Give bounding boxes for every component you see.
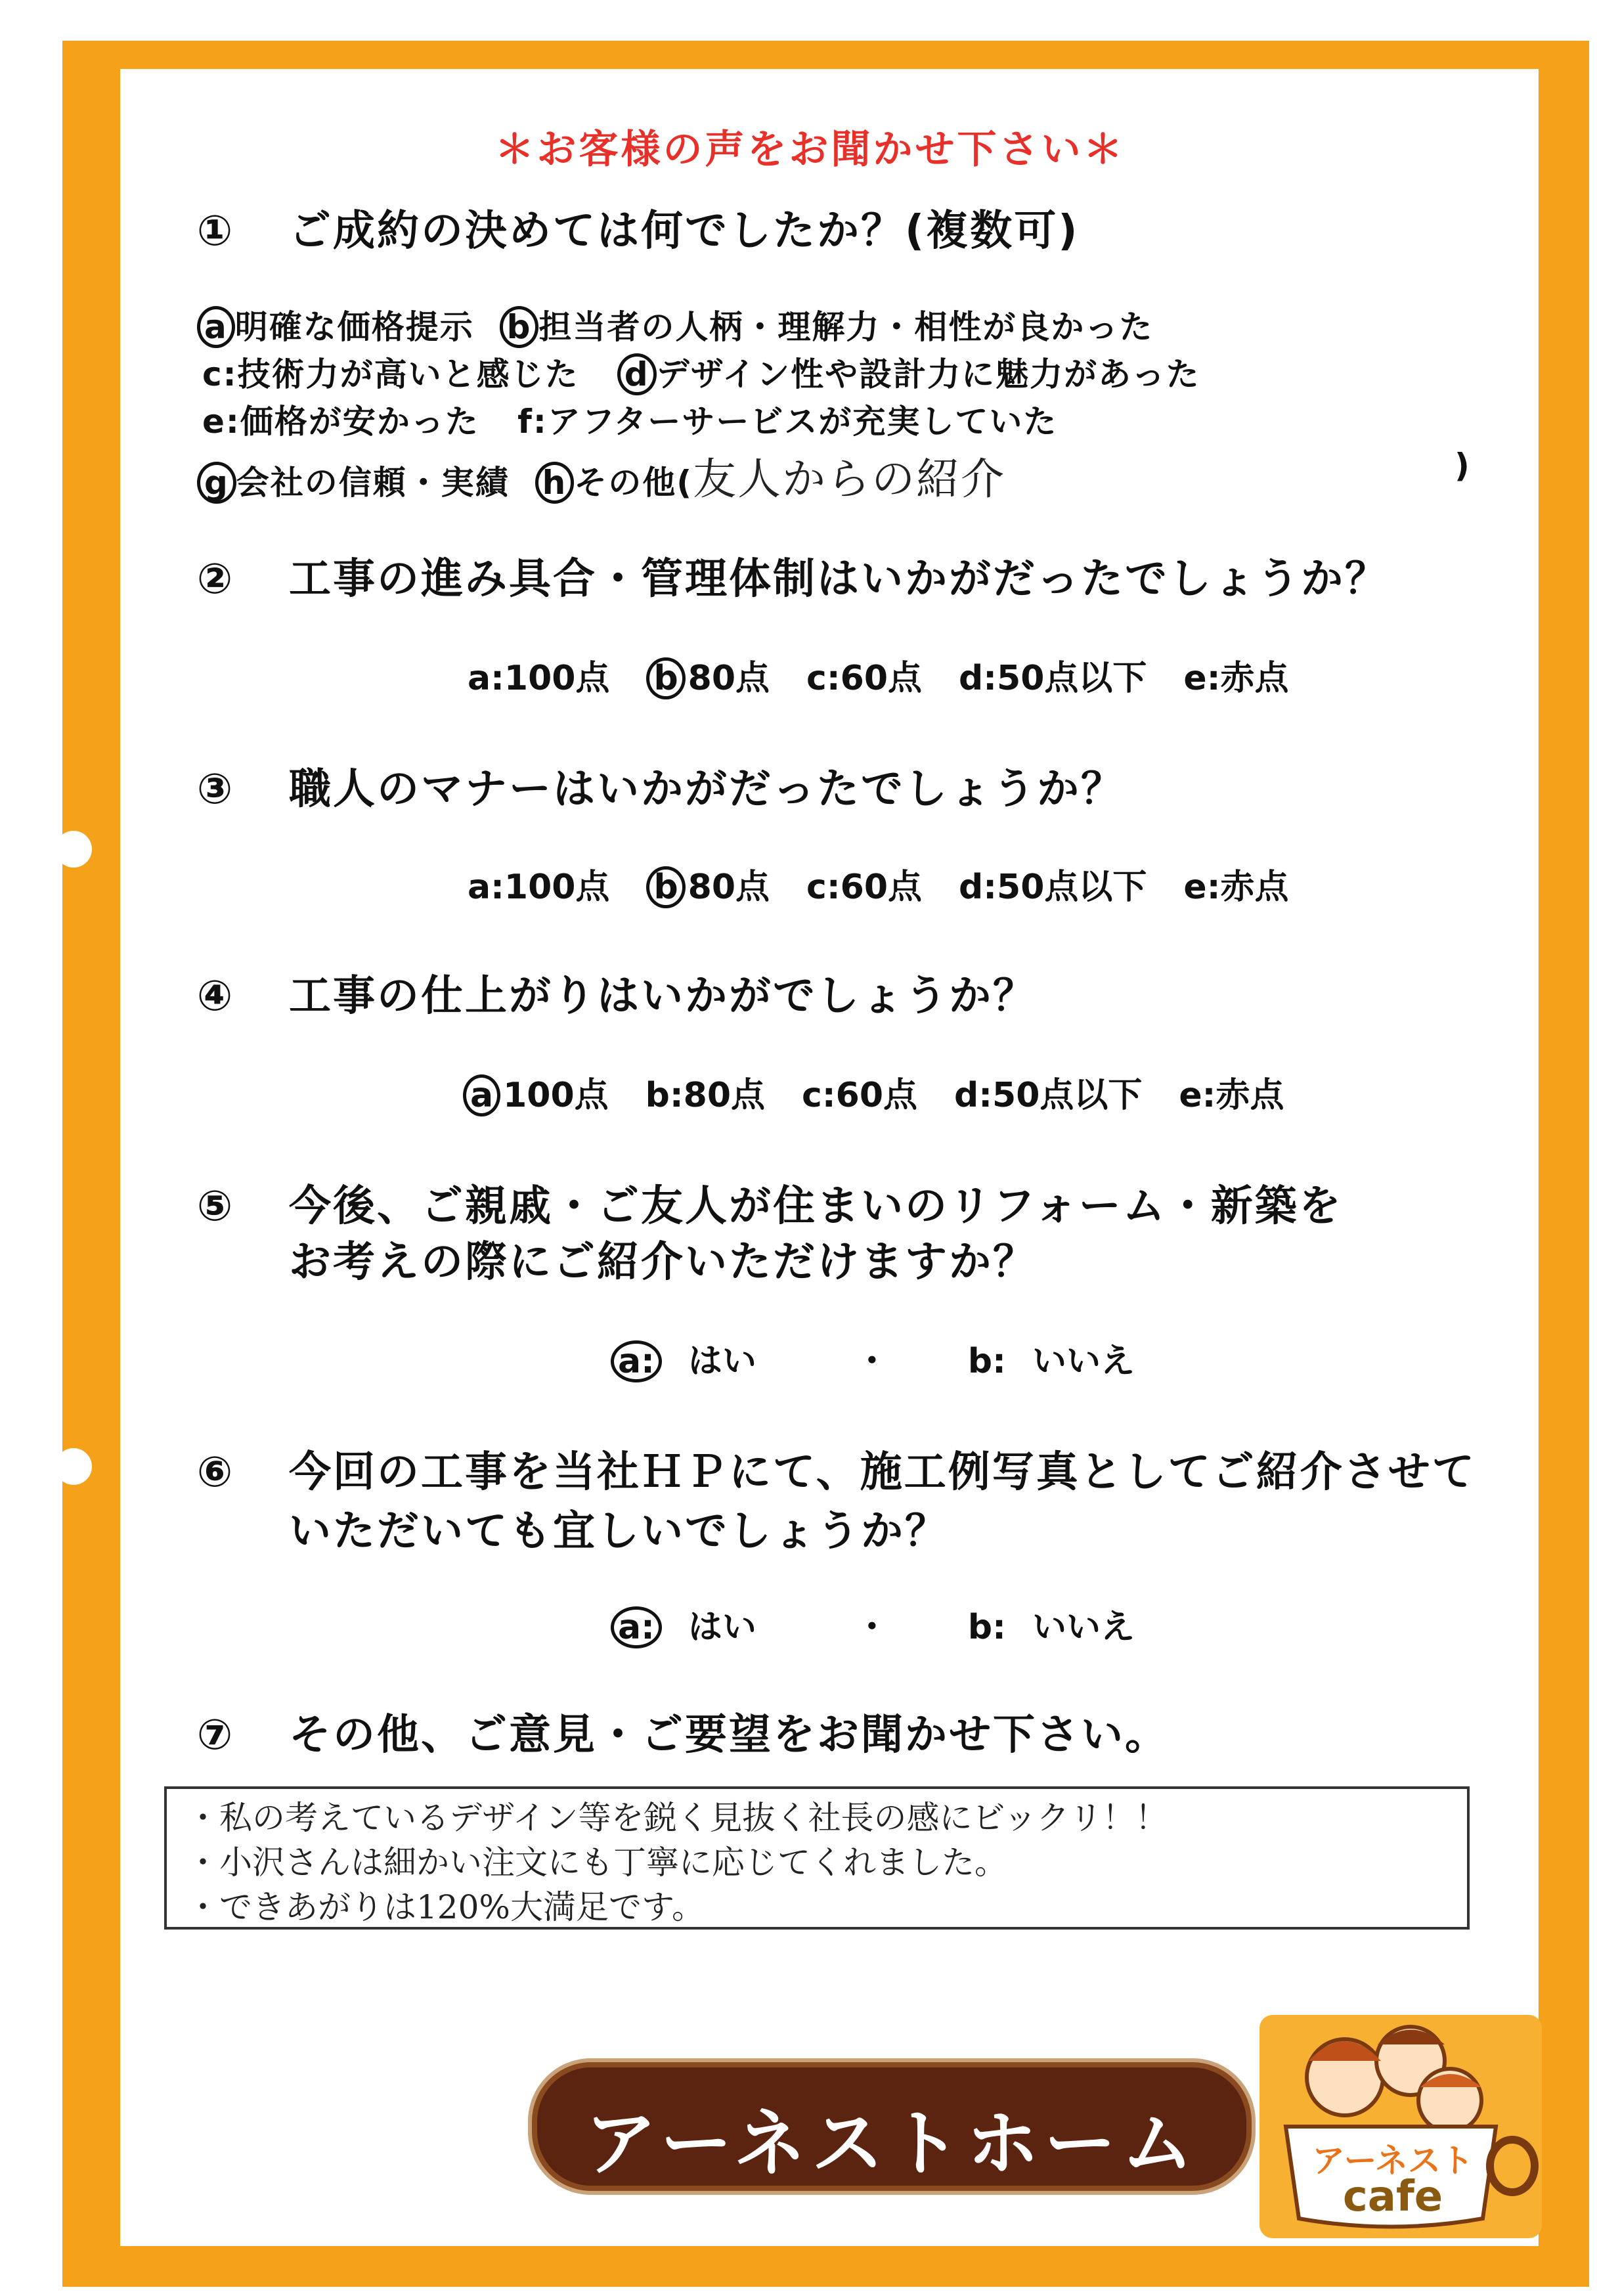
score-option-c[interactable]: c:60点 <box>802 1076 918 1115</box>
score-option-d[interactable]: d:50点以下 <box>959 659 1147 698</box>
comment-line: ・小沢さんは細かい注文にも丁寧に応じてくれました。 <box>186 1843 1007 1882</box>
no-option[interactable]: b: <box>967 1608 1006 1647</box>
question-4 <box>197 962 1037 1023</box>
question-3 <box>197 755 1125 816</box>
no-label: いいえ <box>1032 1608 1135 1647</box>
handwritten-other-answer: 友人からの紹介 <box>693 454 1006 504</box>
selected-circle: b <box>646 866 685 908</box>
question-text: 今回の工事を当社ＨＰにて、施工例写真としてご紹介させて <box>289 1448 1476 1497</box>
cafe-logo-top: アーネスト <box>1312 2142 1474 2180</box>
yes-label: はい <box>688 1608 756 1647</box>
score-option-a[interactable] <box>463 1067 609 1116</box>
score-option-e[interactable]: e:赤点 <box>1179 1076 1284 1115</box>
score-option-b-rest: 80点 <box>688 659 770 698</box>
cafe-logo-bottom: cafe <box>1342 2173 1443 2221</box>
selected-option-g[interactable]: g <box>197 462 236 504</box>
score-option-b[interactable] <box>646 859 770 908</box>
question-6 <box>197 1438 1476 1499</box>
question-number: ③ <box>197 765 235 814</box>
question-text: その他、ご意見・ご要望をお聞かせ下さい。 <box>289 1711 1169 1759</box>
question-7 <box>197 1701 1169 1761</box>
question-number: ⑥ <box>197 1448 235 1497</box>
punch-hole <box>55 831 92 868</box>
q4-score-options <box>463 1067 1321 1116</box>
company-logo <box>532 2062 1252 2191</box>
selected-option-a[interactable]: a <box>197 306 235 348</box>
question-number: ④ <box>197 972 235 1021</box>
selected-circle: b <box>646 657 685 699</box>
selected-option-b[interactable]: b <box>500 306 539 348</box>
q5-yesno-options <box>611 1333 1171 1382</box>
selected-option-d[interactable]: d <box>617 353 657 395</box>
option-d-label: デザイン性や設計力に魅力があった <box>656 355 1200 393</box>
option-f-label[interactable]: f:アフターサービスが充実していた <box>517 403 1058 441</box>
q1-row-2 <box>202 348 1200 395</box>
separator: ・ <box>854 1342 889 1381</box>
q1-row-1 <box>197 301 1153 348</box>
score-option-c[interactable]: c:60点 <box>806 659 923 698</box>
selected-option-h[interactable]: h <box>535 462 575 504</box>
question-number: ① <box>197 207 235 255</box>
selected-circle: a <box>463 1074 500 1116</box>
question-5-line-2: お考えの際にご紹介いただけますか？ <box>289 1238 1037 1287</box>
comment-line: ・できあがりは120%大満足です。 <box>186 1888 705 1926</box>
no-option[interactable]: b: <box>967 1342 1006 1381</box>
question-number: ⑦ <box>197 1711 235 1759</box>
question-text: 工事の仕上がりはいかがでしょうか？ <box>289 972 1037 1021</box>
score-option-b[interactable] <box>646 650 770 699</box>
question-number: ⑤ <box>197 1182 235 1231</box>
question-text: 工事の進み具合・管理体制はいかがだったでしょうか？ <box>289 555 1389 604</box>
yes-label: はい <box>688 1342 756 1381</box>
q6-yesno-options <box>611 1599 1171 1648</box>
option-c-label[interactable]: c:技術力が高いと感じた <box>202 355 579 393</box>
question-2 <box>197 545 1389 606</box>
question-text: ご成約の決めては何でしたか？(複数可) <box>289 207 1080 255</box>
question-number: ② <box>197 555 235 604</box>
q3-score-options <box>468 859 1326 908</box>
option-e-label[interactable]: e:価格が安かった <box>202 403 479 441</box>
comment-line: ・私の考えているデザイン等を鋭く見抜く社長の感にビックリ！！ <box>186 1799 1168 1837</box>
score-option-b-rest: 80点 <box>688 868 770 907</box>
comment-box[interactable] <box>164 1786 1470 1930</box>
score-option-d[interactable]: d:50点以下 <box>959 868 1147 907</box>
selected-yes[interactable]: a: <box>611 1606 662 1648</box>
option-b-label: 担当者の人柄・理解力・相性が良かった <box>538 308 1154 346</box>
question-text: 今後、ご親戚・ご友人が住まいのリフォーム・新築を <box>289 1182 1343 1231</box>
score-option-e[interactable]: e:赤点 <box>1183 868 1289 907</box>
question-6-line-2: いただいても宜しいでしょうか？ <box>289 1507 949 1556</box>
score-option-a[interactable]: a:100点 <box>468 868 610 907</box>
score-option-a-rest: 100点 <box>503 1076 609 1115</box>
score-option-e[interactable]: e:赤点 <box>1183 659 1289 698</box>
selected-yes[interactable]: a: <box>611 1340 662 1382</box>
option-h-label: その他( <box>574 464 693 502</box>
option-h-close: ) <box>1455 447 1471 485</box>
q2-score-options <box>468 650 1326 699</box>
option-a-label: 明確な価格提示 <box>234 308 474 346</box>
punch-hole <box>55 1448 92 1485</box>
survey-title: ＊お客様の声をお聞かせ下さい＊ <box>494 127 1126 173</box>
company-name: アーネストホーム <box>584 2102 1199 2186</box>
question-text: 職人のマナーはいかがだったでしょうか？ <box>289 765 1125 814</box>
score-option-c[interactable]: c:60点 <box>806 868 923 907</box>
question-5 <box>197 1172 1343 1233</box>
option-g-label: 会社の信頼・実績 <box>236 464 510 502</box>
score-option-d[interactable]: d:50点以下 <box>954 1076 1143 1115</box>
score-option-a[interactable]: a:100点 <box>468 659 610 698</box>
question-1 <box>197 197 1080 257</box>
separator: ・ <box>854 1608 889 1647</box>
q1-row-3 <box>202 395 1057 443</box>
cafe-logo <box>1259 2015 1542 2238</box>
no-label: いいえ <box>1032 1342 1135 1381</box>
score-option-b[interactable]: b:80点 <box>645 1076 766 1115</box>
q1-row-4 <box>197 444 1005 506</box>
